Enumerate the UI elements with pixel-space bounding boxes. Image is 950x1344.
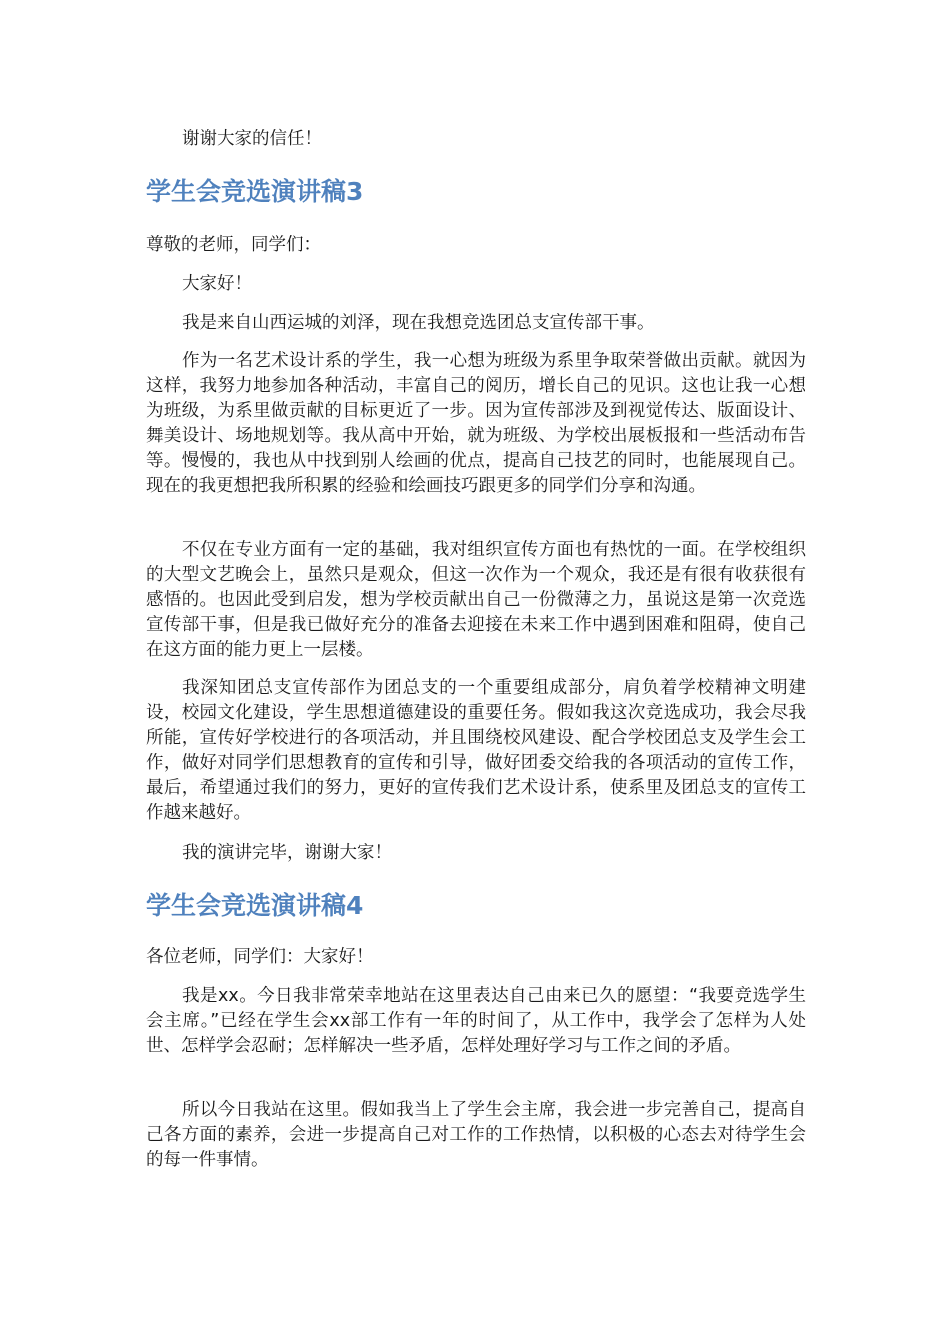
- speech3-greeting: 大家好！: [182, 274, 252, 294]
- speech3-paragraph: 我深知团总支宣传部作为团总支的一个重要组成部分，肩负着学校精神文明建设，校园文化建设，学生思想道德建设的重要任务。假如我这次竞选成功，我会尽我所能，宣传好学校进行的各项活动，并且围绕校风建设、配合学校团总支及学生会工作，做好对同学们思想教育的宣传和引导，做好团委交给我的各项活动的宣传工作，最后，希望通过我们的努力，更好的宣传我们艺术设计系，使系里及团总支的宣传工作越来越好。: [146, 678, 806, 823]
- speech3-paragraph: 不仅在专业方面有一定的基础，我对组织宣传方面也有热忱的一面。在学校组织的大型文艺晚会上，虽然只是观众，但这一次作为一个观众，我还是有很有收获很有感悟的。也因此受到启发，想为学校贡献出自己一份微薄之力，虽说这是第一次竞选宣传部干事，但是我已做好充分的准备去迎接在未来工作中遇到困难和阻碍，使自己在这方面的能力更上一层楼。: [146, 540, 806, 660]
- speech3-salutation: 尊敬的老师，同学们：: [146, 235, 321, 255]
- speech3-paragraph: 我是来自山西运城的刘泽，现在我想竞选团总支宣传部干事。: [182, 313, 655, 333]
- speech4-paragraph: 我是xx。今日我非常荣幸地站在这里表达自己由来已久的愿望：“我要竞选学生会主席。”已经在学生会xx部工作有一年的时间了，从工作中，我学会了怎样为人处世、怎样学会忍耐；怎样解决一些矛盾，怎样处理好学习与工作之间的矛盾。: [146, 986, 806, 1056]
- lead-closing: 谢谢大家的信任！: [182, 129, 322, 149]
- speech4-salutation: 各位老师，同学们：大家好！: [146, 947, 374, 967]
- speech4-paragraph: 所以今日我站在这里。假如我当上了学生会主席，我会进一步完善自己，提高自己各方面的素养，会进一步提高自己对工作的工作热情，以积极的心态去对待学生会的每一件事情。: [146, 1100, 806, 1170]
- speech3-closing: 我的演讲完毕，谢谢大家！: [182, 843, 392, 863]
- speech3-paragraph: 作为一名艺术设计系的学生，我一心想为班级为系里争取荣誉做出贡献。就因为这样，我努力地参加各种活动，丰富自己的阅历，增长自己的见识。这也让我一心想为班级，为系里做贡献的目标更近了一步。因为宣传部涉及到视觉传达、版面设计、舞美设计、场地规划等。我从高中开始，就为班级、为学校出展板报和一些活动布告等。慢慢的，我也从中找到别人绘画的优点，提高自己技艺的同时，也能展现自己。现在的我更想把我所积累的经验和绘画技巧跟更多的同学们分享和沟通。: [146, 351, 806, 496]
- speech3-title: 学生会竞选演讲稿3: [146, 177, 364, 206]
- speech4-title: 学生会竞选演讲稿4: [146, 891, 364, 920]
